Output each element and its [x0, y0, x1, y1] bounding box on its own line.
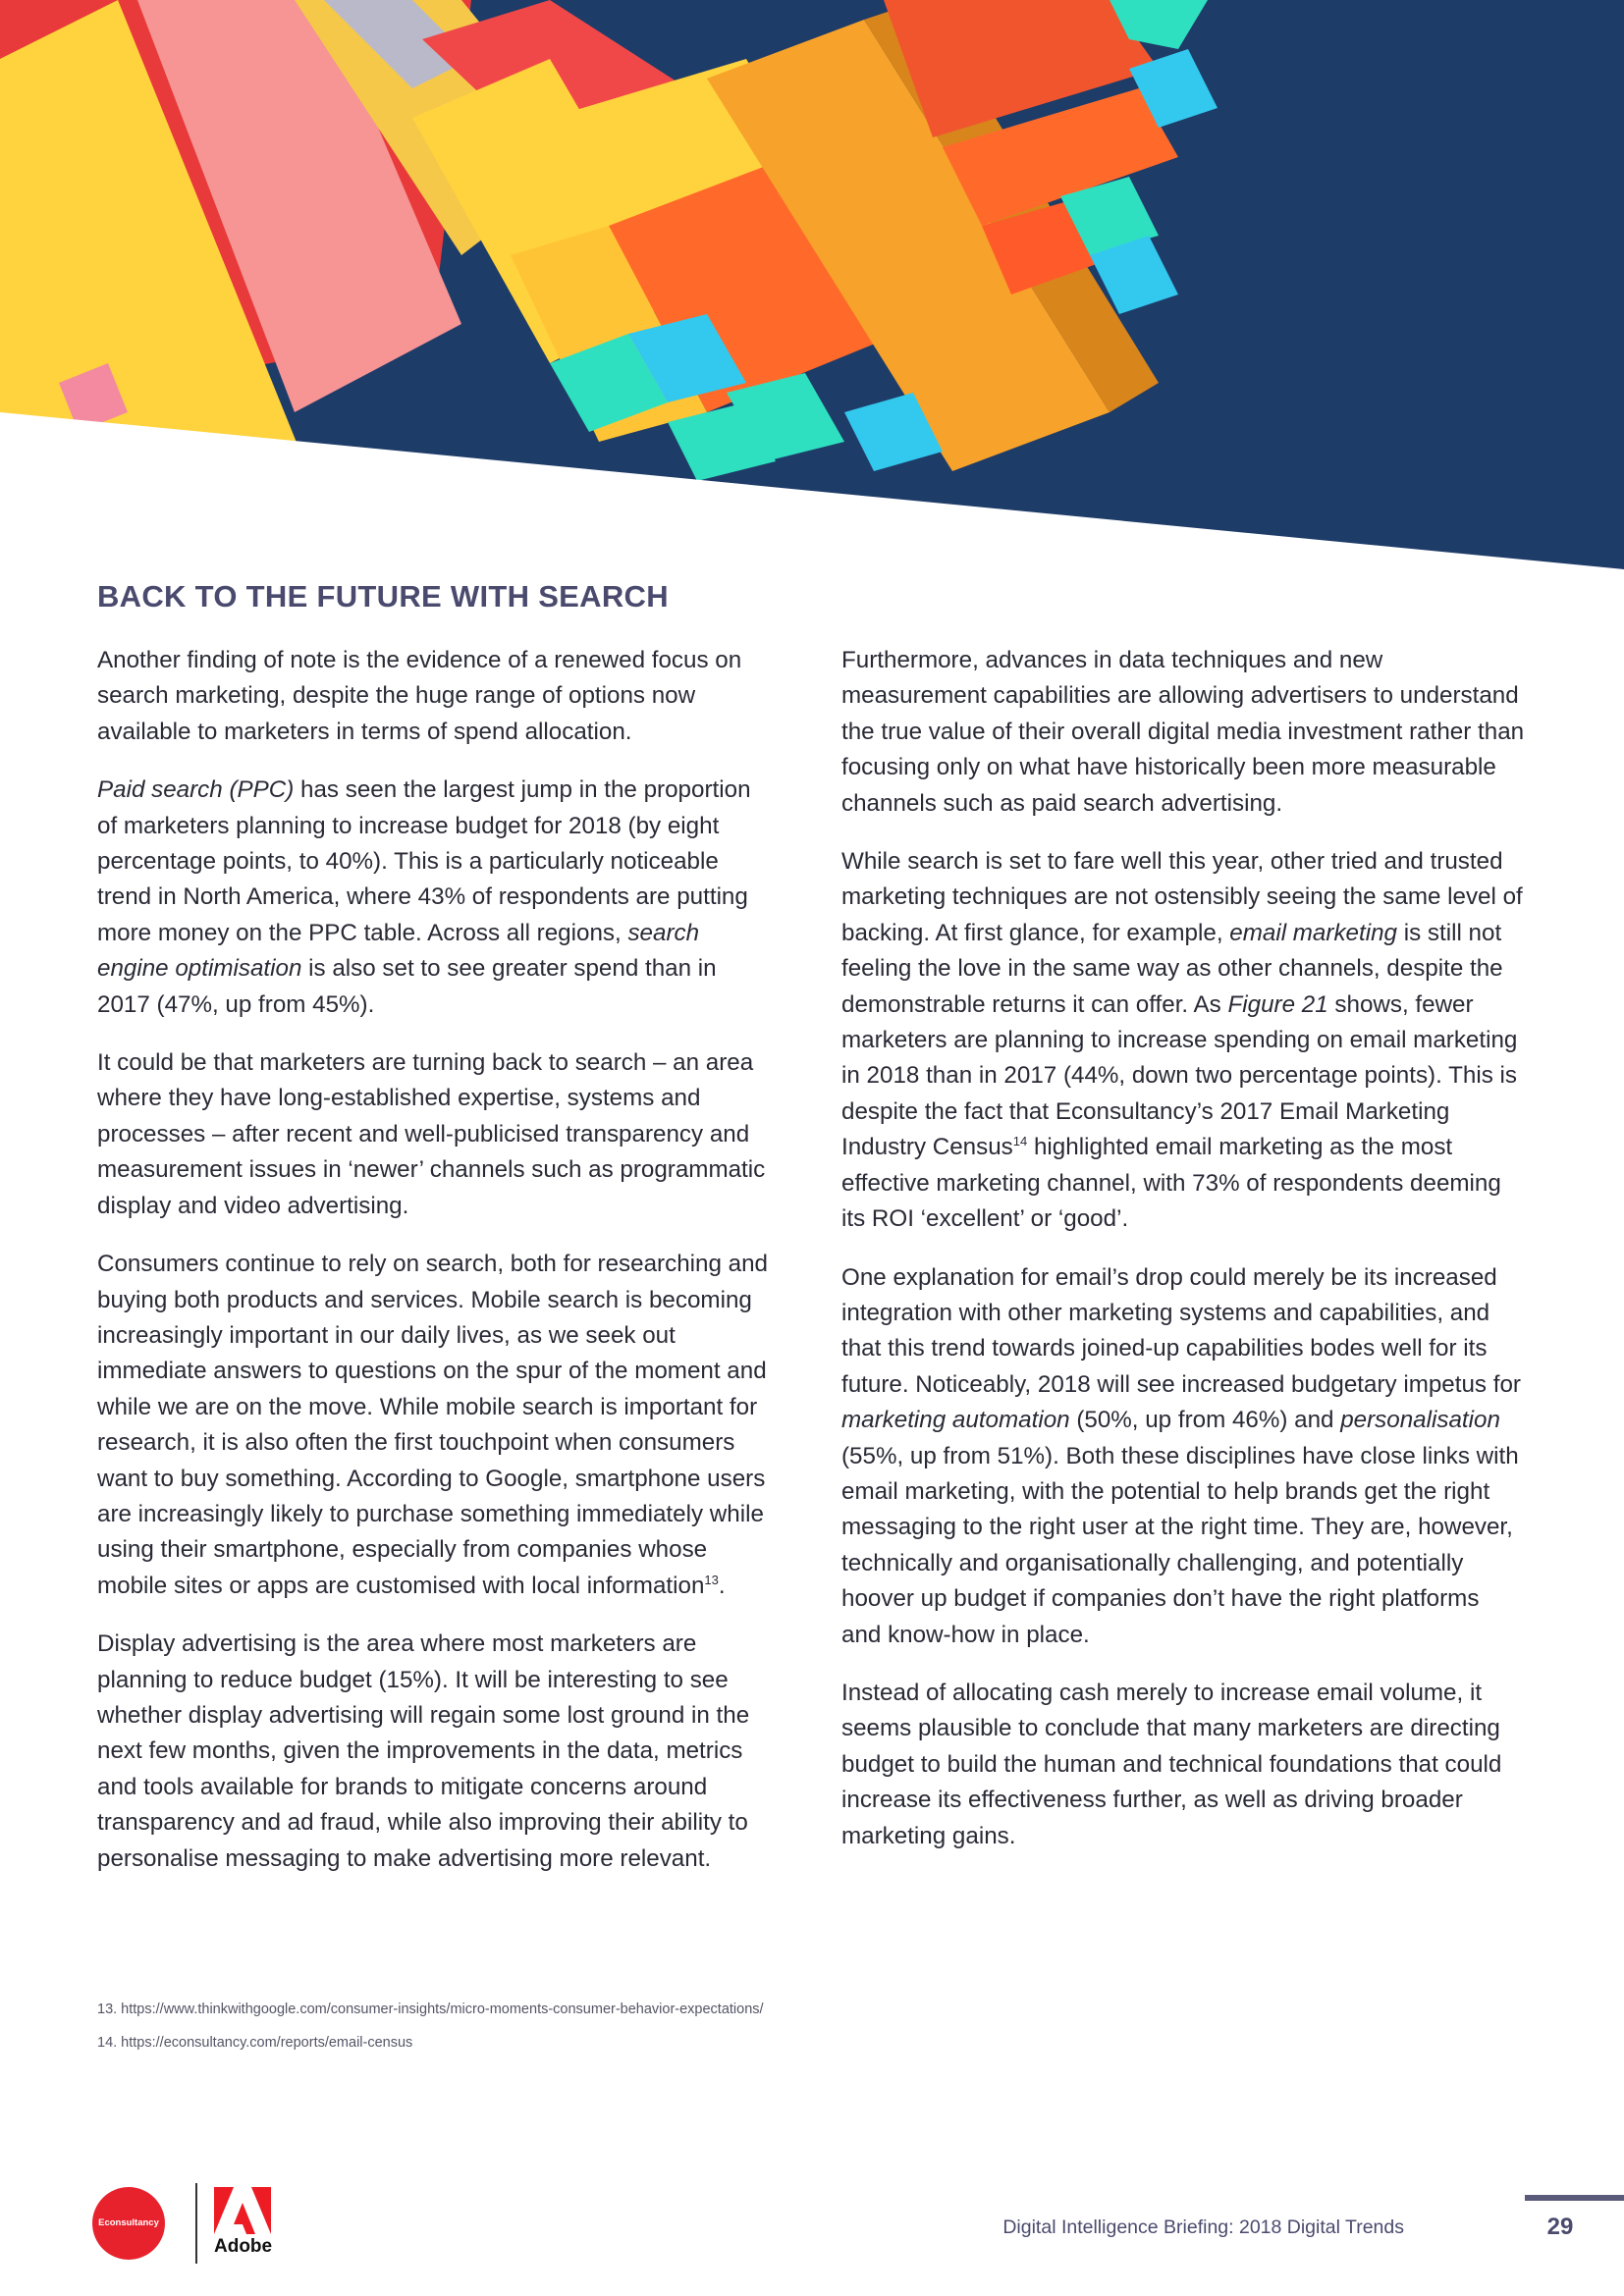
- body-paragraph: [97, 773, 775, 1023]
- page-number-bar: [1525, 2195, 1624, 2201]
- right-column: [841, 643, 1525, 1877]
- section-heading: BACK TO THE FUTURE WITH SEARCH: [97, 579, 669, 614]
- paragraph-text: While search is set to fare well this year, other tried and trusted marketing techniques are not ostensibly seeing the same level of backing. At first glance, for example,: [841, 848, 1523, 946]
- left-column: [97, 643, 775, 1899]
- footnote-ref: 13: [704, 1572, 719, 1587]
- footnote-14: 14. https://econsultancy.com/reports/email-census: [97, 2035, 413, 2051]
- body-paragraph: [97, 643, 775, 750]
- emphasis-text: Paid search (PPC): [97, 776, 295, 804]
- footer-logos: [92, 2183, 289, 2264]
- body-paragraph: [97, 1045, 775, 1224]
- footnotes: [97, 1993, 764, 2059]
- adobe-wordmark: Adobe: [214, 2236, 273, 2257]
- body-paragraph: [841, 844, 1525, 1237]
- paragraph-text: Another finding of note is the evidence of a renewed focus on search marketing, despite the huge range of options now available to marketers in terms of spend allocation.: [97, 647, 742, 745]
- body-paragraph: [97, 1627, 775, 1877]
- paragraph-text: Display advertising is the area where most marketers are planning to reduce budget (15%). It will be interesting to see whether display advertising will regain some lost ground in the next few months, given the improvements in the data, metrics and tools available for brands to mitigate concerns around transparency and ad fraud, while also improving their ability to personalise messaging to make advertising more relevant.: [97, 1630, 750, 1872]
- paragraph-text: One explanation for email’s drop could merely be its increased integration with other marketing systems and capabilities, and that this trend towards joined-up capabilities bodes well for its future. Noticeably, 2018 will see increased budgetary impetus for: [841, 1263, 1521, 1398]
- paragraph-text: Furthermore, advances in data techniques and new measurement capabilities are allowing advertisers to understand the true value of their overall digital media investment rather than focusing only on what have historically been more measurable channels such as paid search advertising.: [841, 647, 1525, 817]
- body-paragraph: [841, 643, 1525, 822]
- paragraph-text: is still not feeling the love in the same way as other channels, despite the demonstrable returns it can offer. As: [841, 919, 1503, 1018]
- page-number: 29: [1546, 2214, 1574, 2240]
- paragraph-text: has seen the largest jump in the proportion of marketers planning to increase budget for 2018 (by eight percentage points, to 40%). This is a particularly noticeable trend in North America, where 43% of respondents are putting more money on the PPC table. Across all regions,: [97, 776, 751, 946]
- body-paragraph: [841, 1260, 1525, 1653]
- paragraph-text: (50%, up from 46%) and: [1069, 1407, 1341, 1434]
- paragraph-text: highlighted email marketing as the most effective marketing channel, with 73% of respondents deeming its ROI ‘excellent’ or ‘good’.: [841, 1134, 1501, 1233]
- paragraph-text: It could be that marketers are turning back to search – an area where they have long-established expertise, systems and processes – after recent and well-publicised transparency and measurement issues in ‘newer’ channels such as programmatic display and video advertising.: [97, 1049, 766, 1219]
- econsultancy-logo: Econsultancy: [92, 2187, 165, 2260]
- body-paragraph: [841, 1676, 1525, 1854]
- emphasis-text: personalisation: [1340, 1407, 1500, 1434]
- footnote-ref: 14: [1012, 1134, 1028, 1149]
- adobe-a-icon: [214, 2187, 271, 2234]
- paragraph-text: (55%, up from 51%). Both these disciplines have close links with email marketing, with the potential to help brands get the right messaging to the right user at the right time. They are, however, technically and organisationally challenging, and potentially hoover up budget if companies don’t have the right platforms and know-how in place.: [841, 1442, 1519, 1648]
- hero-illustration: [0, 0, 1624, 569]
- footer-title: Digital Intelligence Briefing: 2018 Digital Trends: [1002, 2216, 1404, 2238]
- emphasis-text: marketing automation: [841, 1407, 1070, 1434]
- footnote-13: 13. https://www.thinkwithgoogle.com/consumer-insights/micro-moments-consumer-behavior-expectations/: [97, 2002, 764, 2017]
- emphasis-text: Figure 21: [1227, 990, 1328, 1018]
- emphasis-text: email marketing: [1229, 919, 1397, 946]
- emphasis-text: search engine optimisation: [97, 919, 700, 983]
- paragraph-text: Instead of allocating cash merely to increase email volume, it seems plausible to conclude that many marketers are directing budget to build the human and technical foundations that could increase its effectiveness further, as well as driving broader marketing gains.: [841, 1679, 1502, 1849]
- logo-divider: [195, 2183, 197, 2264]
- paragraph-text: Consumers continue to rely on search, both for researching and buying both products and services. Mobile search is becoming increasingly important in our daily lives, as we seek out immediate answers to questions on the spur of the moment and while we are on the move. While mobile search is important for research, it is also often the first touchpoint when consumers want to buy something. According to Google, smartphone users are increasingly likely to purchase something immediately while using their smartphone, especially from companies whose mobile sites or apps are customised with local information: [97, 1251, 769, 1599]
- body-paragraph: [97, 1247, 775, 1604]
- paragraph-text: .: [718, 1572, 726, 1599]
- paragraph-text: shows, fewer marketers are planning to increase spending on email marketing in 2018 than in 2017 (44%, down two percentage points). This is despite the fact that Econsultancy’s 2017 Email Marketing Industry Census: [841, 990, 1518, 1161]
- paragraph-text: is also set to see greater spend than in 2017 (47%, up from 45%).: [97, 955, 717, 1018]
